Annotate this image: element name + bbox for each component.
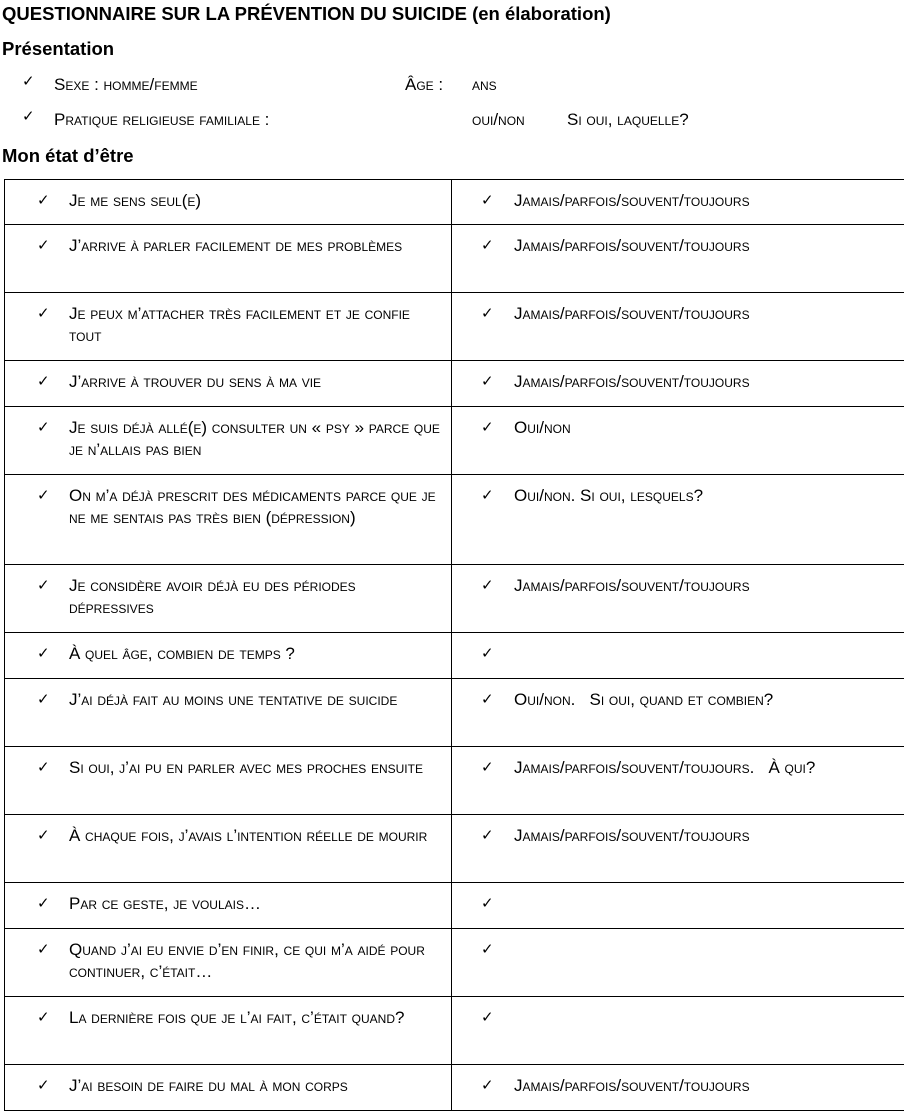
question-text: J’arrive à parler facilement de mes problèmes — [69, 236, 402, 255]
checkmark-icon: ✓ — [37, 896, 50, 911]
answer-cell — [452, 361, 904, 407]
question-cell — [5, 633, 452, 679]
answer-text: Jamais/parfois/souvent/toujours — [514, 304, 750, 323]
table-row — [5, 815, 904, 883]
checkmark-icon: ✓ — [481, 420, 494, 435]
table-row — [5, 633, 904, 679]
question-text: Si oui, j’ai pu en parler avec mes proches ensuite — [69, 758, 423, 777]
questions-table — [4, 179, 904, 1111]
checkmark-icon: ✓ — [481, 646, 494, 661]
answer-text: Jamais/parfois/souvent/toujours — [514, 576, 750, 595]
checkmark-icon: ✓ — [37, 942, 50, 957]
checkmark-icon: ✓ — [37, 238, 50, 253]
question-text: Je suis déjà allé(e) consulter un « psy » parce que je n’allais pas bien — [69, 418, 445, 459]
answer-cell — [452, 475, 904, 565]
checkmark-icon: ✓ — [481, 578, 494, 593]
table-row — [5, 475, 904, 565]
checkmark-icon: ✓ — [481, 1078, 494, 1093]
checkmark-icon: ✓ — [481, 896, 494, 911]
question-cell — [5, 565, 452, 633]
religion-followup: Si oui, laquelle? — [567, 110, 689, 130]
question-cell — [5, 747, 452, 815]
question-text: Quand j’ai eu envie d’en finir, ce qui m’a aidé pour continuer, c’était… — [69, 940, 430, 981]
answer-text: Jamais/parfois/souvent/toujours — [514, 372, 750, 391]
question-text: J’arrive à trouver du sens à ma vie — [69, 372, 321, 391]
table-row — [5, 883, 904, 929]
checkmark-icon: ✓ — [481, 942, 494, 957]
answer-cell — [452, 747, 904, 815]
question-cell — [5, 225, 452, 293]
question-text: À quel âge, combien de temps ? — [69, 644, 295, 663]
question-text: Par ce geste, je voulais… — [69, 894, 261, 913]
answer-cell — [452, 407, 904, 475]
answer-cell — [452, 293, 904, 361]
religion-answer: oui/non — [472, 110, 525, 130]
answer-cell — [452, 565, 904, 633]
question-text: La dernière fois que je l’ai fait, c’était quand? — [69, 1008, 404, 1027]
answer-cell — [452, 1065, 904, 1111]
table-row — [5, 679, 904, 747]
sexe-field: Sexe : homme/femme — [54, 75, 198, 95]
answer-cell — [452, 883, 904, 929]
table-row — [5, 929, 904, 997]
checkmark-icon: ✓ — [37, 1010, 50, 1025]
age-label: Âge : — [405, 75, 443, 95]
table-row — [5, 1065, 904, 1111]
answer-text: Oui/non — [514, 418, 571, 437]
question-text: J’ai déjà fait au moins une tentative de suicide — [69, 690, 397, 709]
question-cell — [5, 883, 452, 929]
checkmark-icon: ✓ — [481, 374, 494, 389]
checkmark-icon: ✓ — [37, 488, 50, 503]
checkmark-icon: ✓ — [37, 374, 50, 389]
question-text: Je considère avoir déjà eu des périodes dépressives — [69, 576, 360, 617]
question-cell — [5, 929, 452, 997]
religion-field: Pratique religieuse familiale : — [54, 110, 269, 130]
checkmark-icon: ✓ — [37, 578, 50, 593]
question-cell — [5, 293, 452, 361]
table-row — [5, 225, 904, 293]
checkmark-icon: ✓ — [37, 306, 50, 321]
answer-cell — [452, 633, 904, 679]
presentation-heading: Présentation — [2, 38, 114, 60]
etat-heading: Mon état d’être — [2, 145, 134, 167]
checkmark-icon: ✓ — [37, 828, 50, 843]
answer-cell — [452, 225, 904, 293]
checkmark-icon: ✓ — [37, 193, 50, 208]
checkmark-icon: ✓ — [481, 193, 494, 208]
question-cell — [5, 679, 452, 747]
answer-text: Jamais/parfois/souvent/toujours — [514, 236, 750, 255]
checkmark-icon: ✓ — [481, 760, 494, 775]
checkmark-icon: ✓ — [481, 238, 494, 253]
question-cell — [5, 361, 452, 407]
checkmark-icon: ✓ — [481, 488, 494, 503]
answer-text: Jamais/parfois/souvent/toujours — [514, 191, 750, 210]
checkmark-icon: ✓ — [37, 692, 50, 707]
table-row — [5, 997, 904, 1065]
checkmark-icon: ✓ — [37, 420, 50, 435]
question-cell — [5, 997, 452, 1065]
answer-cell — [452, 679, 904, 747]
answer-text: Oui/non. Si oui, quand et combien? — [514, 690, 773, 709]
answer-text: Oui/non. Si oui, lesquels? — [514, 486, 703, 505]
question-text: J’ai besoin de faire du mal à mon corps — [69, 1076, 348, 1095]
question-cell — [5, 1065, 452, 1111]
table-row — [5, 293, 904, 361]
table-row — [5, 361, 904, 407]
checkmark-icon: ✓ — [22, 109, 35, 124]
checkmark-icon: ✓ — [37, 1078, 50, 1093]
answer-cell — [452, 180, 904, 225]
table-row — [5, 180, 904, 225]
age-unit: ans — [472, 75, 497, 95]
checkmark-icon: ✓ — [481, 692, 494, 707]
checkmark-icon: ✓ — [481, 306, 494, 321]
checkmark-icon: ✓ — [22, 74, 35, 89]
answer-text: Jamais/parfois/souvent/toujours — [514, 1076, 750, 1095]
document-title: QUESTIONNAIRE SUR LA PRÉVENTION DU SUICIDE (en élaboration) — [2, 3, 611, 25]
question-text: Je me sens seul(e) — [69, 191, 201, 210]
question-cell — [5, 180, 452, 225]
question-text: On m’a déjà prescrit des médicaments parce que je ne me sentais pas très bien (dépression) — [69, 486, 440, 527]
question-cell — [5, 815, 452, 883]
table-row — [5, 407, 904, 475]
table-row — [5, 565, 904, 633]
answer-text: Jamais/parfois/souvent/toujours. À qui? — [514, 758, 815, 777]
question-text: Je peux m’attacher très facilement et je confie tout — [69, 304, 415, 345]
table-row — [5, 747, 904, 815]
checkmark-icon: ✓ — [37, 646, 50, 661]
answer-cell — [452, 815, 904, 883]
checkmark-icon: ✓ — [481, 1010, 494, 1025]
answer-text: Jamais/parfois/souvent/toujours — [514, 826, 750, 845]
question-cell — [5, 475, 452, 565]
checkmark-icon: ✓ — [481, 828, 494, 843]
answer-cell — [452, 929, 904, 997]
question-text: À chaque fois, j’avais l’intention réelle de mourir — [69, 826, 427, 845]
checkmark-icon: ✓ — [37, 760, 50, 775]
answer-cell — [452, 997, 904, 1065]
question-cell — [5, 407, 452, 475]
